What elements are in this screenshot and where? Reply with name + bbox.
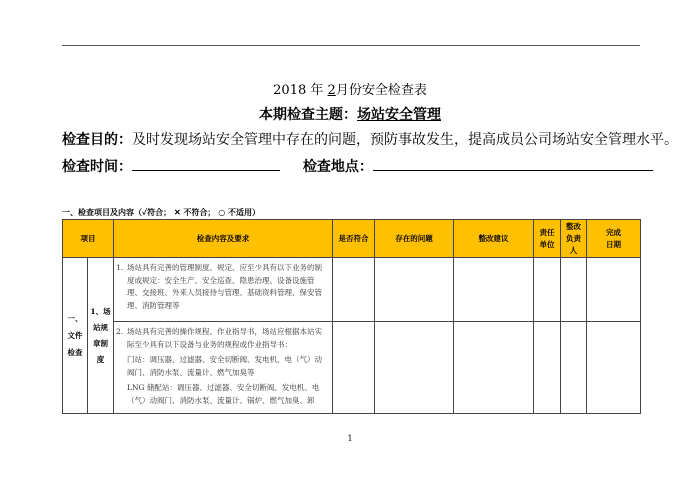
category-cell: 一、 文件 检查 xyxy=(63,258,88,414)
issues-cell[interactable] xyxy=(375,258,454,322)
inspection-purpose xyxy=(62,129,678,149)
inspection-theme xyxy=(0,104,700,124)
theme-label: 本期检查主题： xyxy=(259,107,357,123)
content-cell-2 xyxy=(114,322,333,414)
header-suggestion: 整改建议 xyxy=(454,220,534,258)
document-title xyxy=(0,79,700,98)
header-person: 整改 负责 人 xyxy=(561,220,587,258)
time-field[interactable] xyxy=(132,156,280,171)
suggestion-cell[interactable] xyxy=(454,258,534,322)
table-row xyxy=(63,258,641,322)
time-label: 检查时间： xyxy=(62,159,132,175)
subcategory-cell: 1、场 站规 章制 度 xyxy=(88,258,114,414)
location-label: 检查地点： xyxy=(302,159,373,175)
list-item: 2. 场站具有完善的操作规程、作业指导书，场站应根据本站实际至少具有以下设备与业务的规程或作业指导书： 门站：调压器、过滤器、安全切断阀、发电机、电（气）动阀门、消防水泵、流量计、燃气加臭等 LNG 储配站：调压器、过滤器、安全切断阀、发电机、电（气）动阀门、消防水泵、流量计、锅炉、燃气加臭、卸 xyxy=(116,327,322,405)
purpose-text: 及时发现场站安全管理中存在的问题，预防事故发生，提高成员公司场站安全管理水平。 xyxy=(132,132,678,148)
suggestion-cell[interactable] xyxy=(454,322,534,414)
location-field[interactable] xyxy=(373,156,653,171)
title-month: 2 xyxy=(327,83,336,98)
table-header-row xyxy=(63,220,641,258)
section-heading: 一、检查项目及内容（✓符合； ✕ 不符合； ○ 不适用） xyxy=(62,207,260,217)
content-cell-1 xyxy=(114,258,333,322)
issues-cell[interactable] xyxy=(375,322,454,414)
page-number: 1 xyxy=(347,434,353,443)
date-cell[interactable] xyxy=(587,322,641,414)
date-cell[interactable] xyxy=(587,258,641,322)
purpose-label: 检查目的： xyxy=(62,132,132,148)
unit-cell[interactable] xyxy=(534,322,561,414)
conform-cell[interactable] xyxy=(333,258,375,322)
header-content: 检查内容及要求 xyxy=(114,220,333,258)
title-rest: 月份安全检查表 xyxy=(335,83,427,98)
title-year-suffix: 年 xyxy=(310,83,324,98)
header-project: 项目 xyxy=(63,220,114,258)
list-item: 1. 场站具有完善的管理制度、规定、应至少具有以下业务的制度或规定：安全生产、安全巡查、隐患治理、设备设施管理、交接班、外来人员接待与管理、基础资料管理、保安管理、消防管理等 xyxy=(116,263,322,310)
table-row xyxy=(63,322,641,414)
header-unit: 责任 单位 xyxy=(534,220,561,258)
header-rule xyxy=(62,45,640,46)
header-issues: 存在的问题 xyxy=(375,220,454,258)
person-cell[interactable] xyxy=(561,258,587,322)
unit-cell[interactable] xyxy=(534,258,561,322)
conform-cell[interactable] xyxy=(333,322,375,414)
header-conform: 是否符合 xyxy=(333,220,375,258)
title-year: 2018 xyxy=(273,83,307,98)
person-cell[interactable] xyxy=(561,322,587,414)
inspection-table xyxy=(62,219,641,414)
theme-value: 场站安全管理 xyxy=(357,107,441,123)
header-date: 完成 日期 xyxy=(587,220,641,258)
time-location-row xyxy=(62,156,653,176)
